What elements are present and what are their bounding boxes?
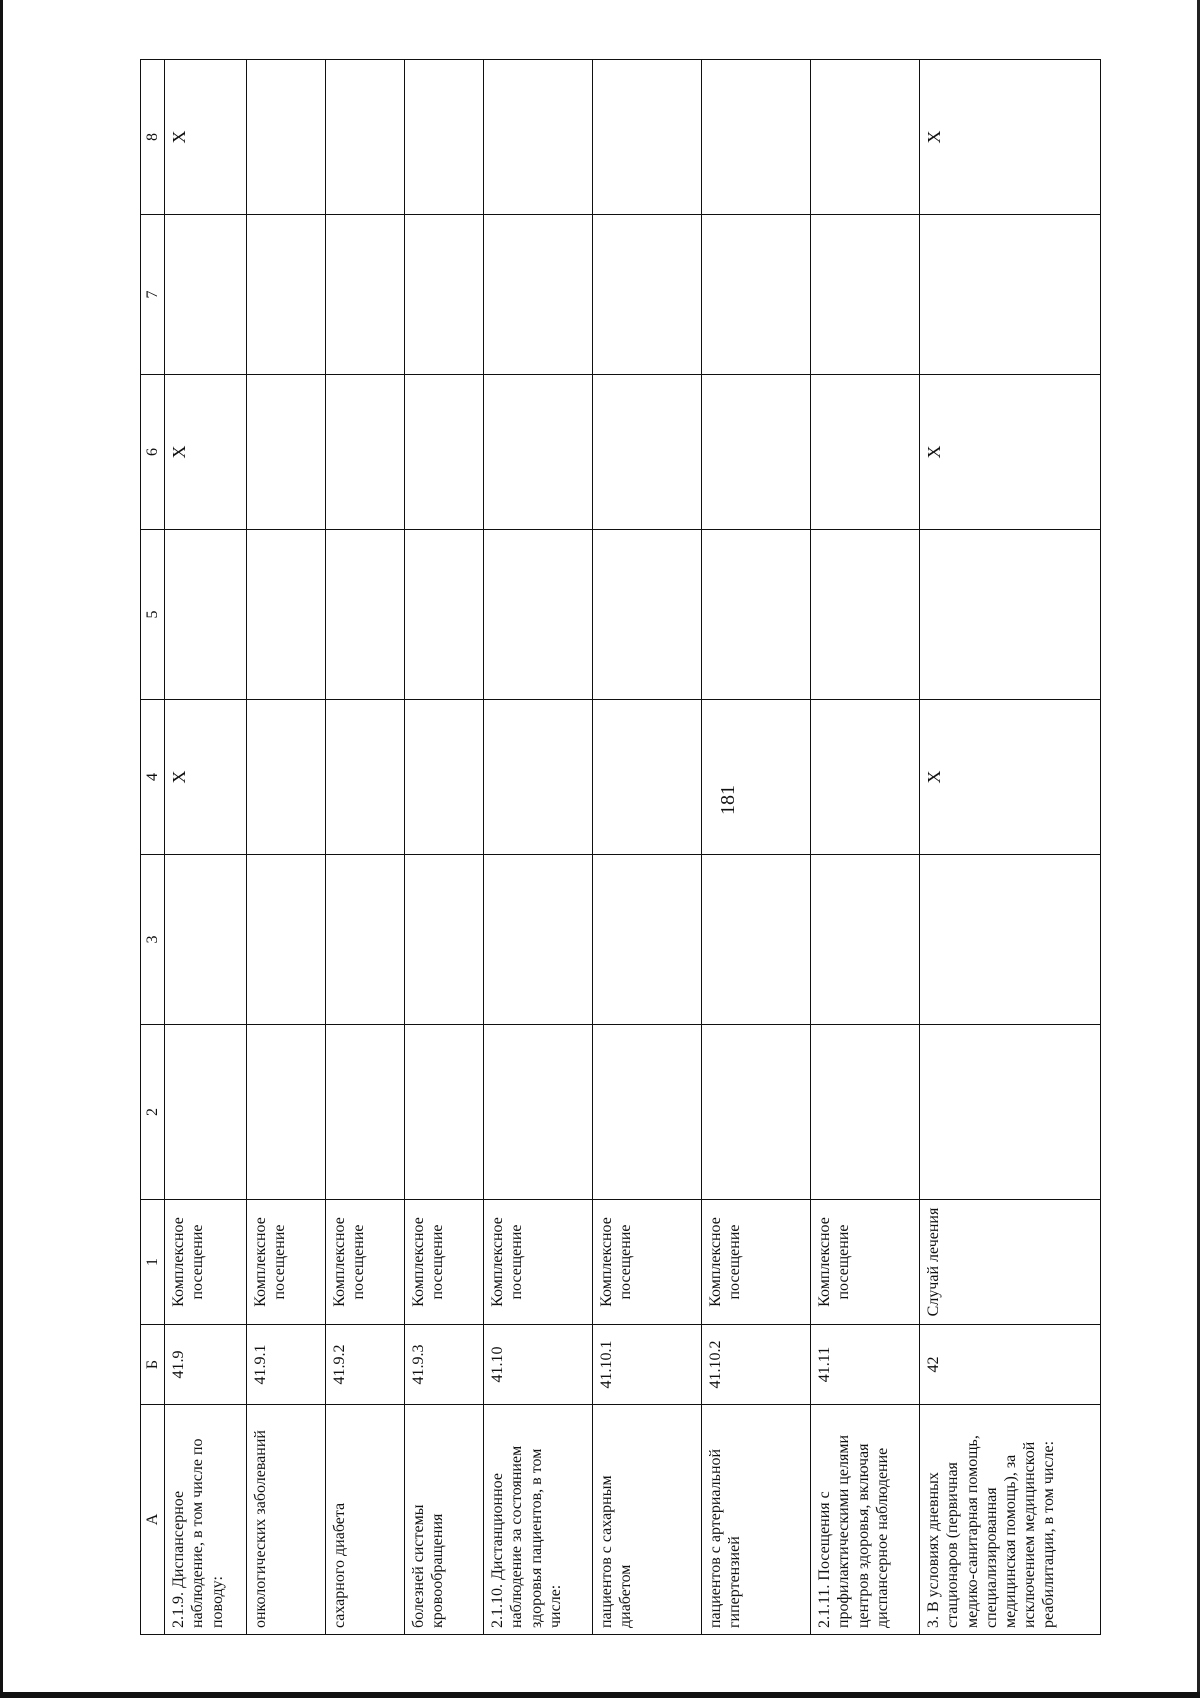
value-cell	[484, 60, 593, 215]
value-cell	[484, 215, 593, 375]
value-cell	[811, 375, 920, 530]
value-cell	[811, 1025, 920, 1200]
header-cell: 7	[141, 215, 165, 375]
value-cell	[702, 1025, 811, 1200]
value-cell: Х	[165, 700, 247, 855]
unit-cell: Комплексное посещение	[247, 1200, 326, 1325]
value-cell: Х	[920, 700, 1101, 855]
unit-cell: Комплексное посещение	[702, 1200, 811, 1325]
value-cell	[702, 700, 811, 855]
page-number: 181	[717, 785, 739, 815]
value-cell	[593, 375, 702, 530]
table-row	[593, 60, 702, 1635]
value-cell	[247, 60, 326, 215]
value-cell: Х	[165, 60, 247, 215]
row-label: 3. В условиях дневных стационаров (первичная медико-санитарная помощь, специализированная медицинская помощь), за исключением медицинской реабилитации, в том числе:	[920, 1405, 1101, 1635]
header-cell: 1	[141, 1200, 165, 1325]
unit-cell: Комплексное посещение	[811, 1200, 920, 1325]
row-label: 2.1.11. Посещения с профилактическими целями центров здоровья, включая диспансерное наблюдение	[811, 1405, 920, 1635]
value-cell: Х	[165, 375, 247, 530]
row-code: 42	[920, 1325, 1101, 1405]
unit-cell: Комплексное посещение	[165, 1200, 247, 1325]
row-label: болезней системы кровообращения	[405, 1405, 484, 1635]
value-cell	[247, 215, 326, 375]
value-cell	[811, 700, 920, 855]
data-table	[140, 59, 1101, 1635]
unit-cell: Комплексное посещение	[484, 1200, 593, 1325]
value-cell	[702, 215, 811, 375]
value-cell	[247, 530, 326, 700]
value-cell	[405, 215, 484, 375]
table-row	[326, 60, 405, 1635]
table-row	[811, 60, 920, 1635]
row-code: 41.10.2	[702, 1325, 811, 1405]
value-cell	[405, 1025, 484, 1200]
value-cell	[702, 855, 811, 1025]
unit-cell: Комплексное посещение	[405, 1200, 484, 1325]
value-cell	[484, 1025, 593, 1200]
value-cell	[405, 375, 484, 530]
row-label: онкологических заболеваний	[247, 1405, 326, 1635]
scan-edge-left	[0, 0, 3, 1698]
value-cell	[593, 530, 702, 700]
value-cell	[247, 855, 326, 1025]
table-row	[165, 60, 247, 1635]
value-cell	[920, 530, 1101, 700]
value-cell	[811, 855, 920, 1025]
header-cell: 3	[141, 855, 165, 1025]
row-code: 41.11	[811, 1325, 920, 1405]
value-cell	[920, 1025, 1101, 1200]
value-cell	[484, 375, 593, 530]
value-cell	[405, 855, 484, 1025]
table-row	[484, 60, 593, 1635]
value-cell	[811, 215, 920, 375]
table-row	[405, 60, 484, 1635]
header-row	[141, 60, 165, 1635]
value-cell	[326, 855, 405, 1025]
row-label: 2.1.9. Диспансерное наблюдение, в том числе по поводу:	[165, 1405, 247, 1635]
value-cell	[593, 855, 702, 1025]
value-cell	[326, 215, 405, 375]
unit-cell: Случай лечения	[920, 1200, 1101, 1325]
row-label: пациентов с артериальной гипертензией	[702, 1405, 811, 1635]
value-cell	[702, 375, 811, 530]
value-cell	[405, 60, 484, 215]
row-label: 2.1.10. Дистанционное наблюдение за состоянием здоровья пациентов, в том числе:	[484, 1405, 593, 1635]
value-cell	[247, 375, 326, 530]
value-cell	[165, 215, 247, 375]
header-cell: 2	[141, 1025, 165, 1200]
header-cell: 4	[141, 700, 165, 855]
value-cell	[593, 60, 702, 215]
value-cell	[484, 700, 593, 855]
value-cell: Х	[920, 60, 1101, 215]
table-row	[247, 60, 326, 1635]
value-cell	[593, 700, 702, 855]
header-cell: 5	[141, 530, 165, 700]
value-cell	[165, 855, 247, 1025]
value-cell: Х	[920, 375, 1101, 530]
value-cell	[702, 530, 811, 700]
value-cell	[326, 375, 405, 530]
unit-cell: Комплексное посещение	[593, 1200, 702, 1325]
value-cell	[593, 215, 702, 375]
value-cell	[247, 1025, 326, 1200]
value-cell	[165, 1025, 247, 1200]
table-row	[920, 60, 1101, 1635]
row-code: 41.9.1	[247, 1325, 326, 1405]
value-cell	[484, 530, 593, 700]
value-cell	[811, 530, 920, 700]
value-cell	[405, 700, 484, 855]
value-cell	[247, 700, 326, 855]
rotated-table-wrapper	[140, 60, 1085, 1635]
row-code: 41.9.3	[405, 1325, 484, 1405]
unit-cell: Комплексное посещение	[326, 1200, 405, 1325]
value-cell	[326, 1025, 405, 1200]
value-cell	[702, 60, 811, 215]
value-cell	[326, 60, 405, 215]
value-cell	[326, 530, 405, 700]
row-code: 41.9	[165, 1325, 247, 1405]
value-cell	[326, 700, 405, 855]
header-cell: А	[141, 1405, 165, 1635]
value-cell	[920, 855, 1101, 1025]
row-code: 41.9.2	[326, 1325, 405, 1405]
header-cell: 8	[141, 60, 165, 215]
scan-edge-bottom	[0, 1692, 1200, 1698]
row-code: 41.10	[484, 1325, 593, 1405]
row-label: сахарного диабета	[326, 1405, 405, 1635]
value-cell	[405, 530, 484, 700]
value-cell	[593, 1025, 702, 1200]
value-cell	[920, 215, 1101, 375]
table-row	[702, 60, 811, 1635]
value-cell	[165, 530, 247, 700]
header-cell: Б	[141, 1325, 165, 1405]
value-cell	[484, 855, 593, 1025]
row-label: пациентов с сахарным диабетом	[593, 1405, 702, 1635]
row-code: 41.10.1	[593, 1325, 702, 1405]
header-cell: 6	[141, 375, 165, 530]
value-cell	[811, 60, 920, 215]
